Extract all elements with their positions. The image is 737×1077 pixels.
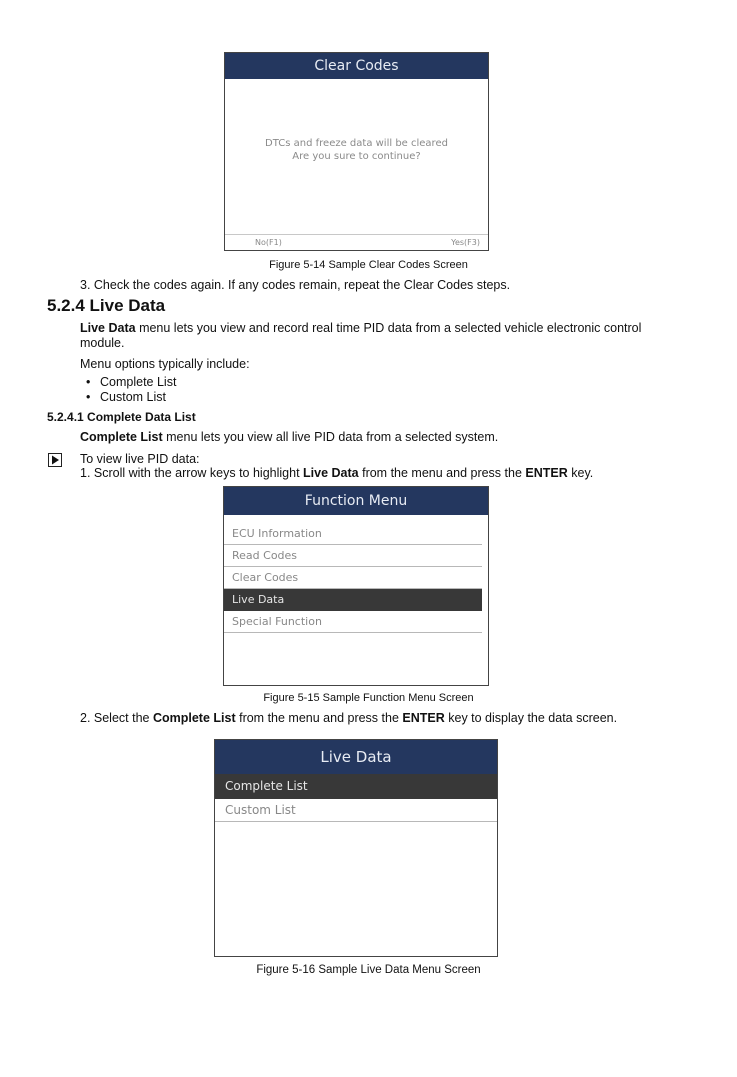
function-menu-screen: [223, 486, 489, 686]
bullet-icon: •: [86, 390, 91, 404]
step-text: key.: [567, 466, 594, 480]
list-item-label: Custom List: [100, 390, 166, 404]
subsection-heading: 5.2.4.1 Complete Data List: [47, 410, 196, 424]
clear-codes-screen: [224, 52, 489, 251]
step-bold: Live Data: [303, 466, 359, 480]
step-bold: Complete List: [152, 711, 236, 725]
figure-caption: Figure 5-16 Sample Live Data Menu Screen: [256, 964, 481, 976]
screen-header: Function Menu: [224, 487, 488, 515]
step-3: 3. Check the codes again. If any codes remain, repeat the Clear Codes steps.: [80, 278, 511, 292]
confirm-message: [225, 137, 488, 163]
step-text: 2. Select the: [80, 711, 153, 725]
message-line: Are you sure to continue?: [292, 151, 421, 162]
menu-list: [224, 515, 488, 633]
menu-item-live-data[interactable]: Live Data: [224, 589, 482, 611]
step-text: key to display the data screen.: [444, 711, 618, 725]
menu-item-clear-codes[interactable]: Clear Codes: [224, 567, 482, 589]
intro-text: menu lets you view and record real time PID data from a selected vehicle electronic control: [135, 321, 642, 335]
procedure-intro: To view live PID data:: [80, 452, 200, 466]
list-item: [86, 390, 176, 405]
list-item: [86, 375, 176, 390]
screen-header: Live Data: [215, 740, 497, 774]
menu-item-read-codes[interactable]: Read Codes: [224, 545, 482, 567]
figure-caption: Figure 5-15 Sample Function Menu Screen: [263, 692, 474, 704]
subsection-desc: [80, 430, 498, 445]
desc-bold: Complete List: [80, 430, 163, 444]
bullet-icon: •: [86, 375, 91, 389]
section-heading: 5.2.4 Live Data: [47, 296, 166, 315]
menu-list: [215, 774, 497, 822]
menu-item-special-function[interactable]: Special Function: [224, 611, 482, 633]
softkey-bar: [225, 234, 488, 251]
intro-bold: Live Data: [80, 321, 136, 335]
menu-item-ecu-information[interactable]: ECU Information: [224, 523, 482, 545]
section-intro: [80, 321, 680, 351]
step-text: from the menu and press the: [235, 711, 403, 725]
step-bold: ENTER: [402, 711, 445, 725]
no-softkey[interactable]: No(F1): [255, 238, 282, 247]
step-text: from the menu and press the: [358, 466, 526, 480]
step-text: 1. Scroll with the arrow keys to highlight: [80, 466, 304, 480]
yes-softkey[interactable]: Yes(F3): [451, 238, 480, 247]
live-data-screen: [214, 739, 498, 957]
menu-item-complete-list[interactable]: Complete List: [215, 774, 497, 799]
desc-text: menu lets you view all live PID data from a selected system.: [162, 430, 499, 444]
menu-item-custom-list[interactable]: Custom List: [215, 799, 497, 822]
list-item-label: Complete List: [100, 375, 177, 389]
message-line: DTCs and freeze data will be cleared: [265, 138, 448, 149]
procedure-arrow-icon: [48, 453, 62, 467]
figure-caption: Figure 5-14 Sample Clear Codes Screen: [269, 259, 468, 271]
intro-text-line2: module.: [80, 336, 125, 350]
procedure-step-2: [80, 711, 720, 726]
procedure-step-1: [80, 466, 720, 481]
screen-header: Clear Codes: [225, 53, 488, 79]
step-bold: ENTER: [525, 466, 568, 480]
options-intro: Menu options typically include:: [80, 357, 250, 371]
options-list: [86, 375, 176, 405]
